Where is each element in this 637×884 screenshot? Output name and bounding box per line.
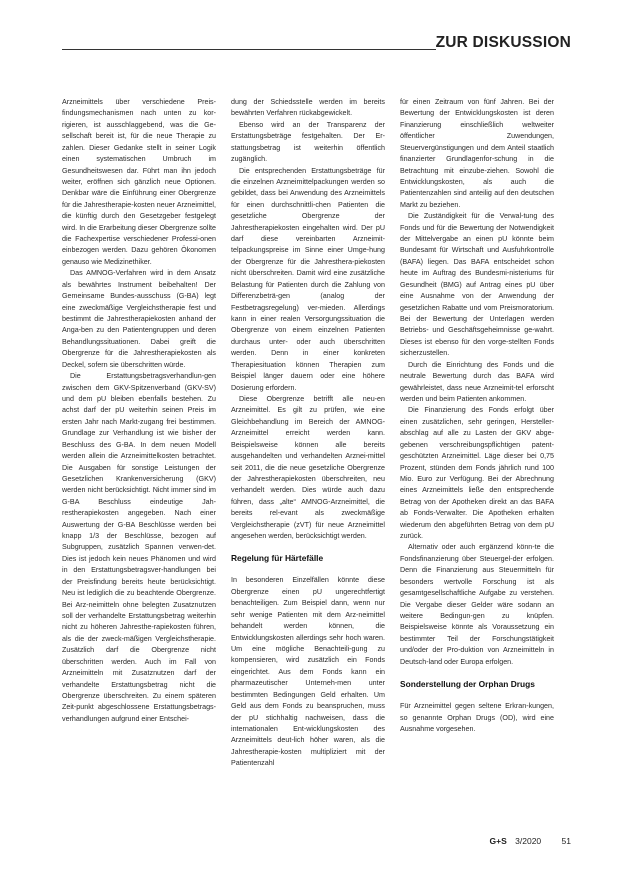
paragraph: Die Zuständigkeit für die Verwal-tung des Fonds und für die Bewertung der Notwendigkeit der Mittelvergabe an einen pU könnte beim Bundesamt für Wirtschaft und Ausfuhrkontrolle (BAFA) liegen. Das BAFA entscheidet schon heute im Auftrag des Bundesmi-nisteriums für Gesundheit (BMG) auf Antrag eines pU über eine Ausnahme von der Anwendung der gesetzlichen Rabatte und vom Preismoratorium. Bei der Bewertung der Unterlagen werden Betriebs- und Geschäftsgeheimnisse ge-wahrt. Dieses ist ebenso für den vorge-stellten Fonds sicherzustellen. — [400, 212, 554, 358]
header-rule — [62, 49, 436, 50]
paragraph: In besonderen Einzelfällen könnte diese Obergrenze einen pU ungerechtfertigt benachteiligen. Zum Beispiel dann, wenn nur sehr wenige Patienten mit dem Arz-neimittel behandelt werden können, die Entwicklungskosten allerdings sehr hoch waren. Um eine mögliche Benachteili-gung zu kompensieren, wird zusätzlich ein Fonds eingerichtet. Aus dem Fonds kann ein pharmazeutischer Unterneh-men unter bestimmten Bedingungen Geld erhalten. Um Geld aus dem Fonds zu beanspruchen, muss der pU stichhaltig nachweisen, dass die internationalen Ent-wicklungskosten des Arzneimittels deut-lich höher waren, als die Jahrestherapie-kosten multipliziert mit der Patientenzahl — [231, 576, 385, 768]
issue-number: 3/2020 — [515, 836, 542, 846]
paragraph: Die entsprechenden Erstattungsbeträge für die einzelnen Arzneimittelpackungen werden so gebildet, dass bei Anwendung des Arzneimittels für einen durchschnittli-chen Patienten die gesetzliche Obergrenze der Jahrestherapiekosten eingehalten wird. Der pU darf diese vereinbarten Arzneimit-telpackungspreise im Sinne einer Umge-hung der Obergrenze für die Jahresthera-piekosten nicht überschreiten. Damit wird eine zusätzliche Belastung für Patienten durch die Zahlung von Differenzbeträ-gen (analog der Festbetragsregelung) ver-mieden. Allerdings kann in einer realen Versorgungssituation die Obergrenze von einem einzelnen Patienten durchaus unter- oder auch überschritten werden. Denn in einer konkreten Therapiesituation können Therapien zum Beispiel länger dauern oder eine höhere Dosierung erfordern. — [231, 166, 385, 392]
paragraph: für einen Zeitraum von fünf Jahren. Bei der Bewertung der Entwicklungskosten ist deren Finanzierung einschließlich weltweiter öffentlicher Zuwendungen, Steuervergünstigungen und dem Anteil staatlich finanzierter Grundlagenfor-schung in die Betrachtung mit einzube-ziehen. Sowohl die Entwicklungskosten, als auch die Patientenzahlen sind anteilig auf den deutschen Markt zu beziehen. — [400, 98, 554, 209]
paragraph: Diese Obergrenze betrifft alle neu-en Arzneimittel. Es gilt zu prüfen, wie eine Gleichbehandlung im Bereich der AMNOG-Arzneimittel erreicht werden kann. Beispielsweise können alle bereits ausgehandelten und verhandelten Arznei-mittel seit 2011, die die neue gesetzliche Obergrenze der Jahrestherapiekosten überschreiten, neu verhandelt werden. Dies würde auch dazu führen, dass „alte“ AMNOG-Arzneimittel, die bereits rel-evant als zweckmäßige Vergleichstherapie (zVT) für neue Arzneimittel angesehen werden, berücksichtigt werden. — [231, 394, 385, 541]
section-heading: Regelung für Härtefälle — [231, 553, 324, 564]
section-label: ZUR DISKUSSION — [435, 34, 571, 51]
paragraph: dung der Schiedsstelle werden im bereits bewährten Verfahren rückabgewickelt. — [231, 98, 385, 118]
paragraph: Das AMNOG-Verfahren wird in dem Ansatz als bewährtes Instrument beibehalten! Der Gemeinsame Bundes-ausschuss (G-BA) legt eine zweckmäßige Vergleichstherapie fest und bestimmt die Jahrestherapiekosten anhand der Anga-ben zu den Patientengruppen und deren Behandlungssituationen. Dabei greift die Obergrenze für die Jahrestherapiekosten als Deckel, sofern sie überschritten würde. — [62, 269, 216, 369]
text-column-1 — [62, 97, 216, 725]
paragraph: Für Arzneimittel gegen seltene Erkran-kungen, so genannte Orphan Drugs (OD), wird eine Ausnahme vorgesehen. — [400, 702, 554, 733]
journal-brand: G+S — [489, 836, 507, 846]
page-footer — [490, 836, 571, 846]
paragraph: Die Erstattungsbetragsverhandlun-gen zwischen dem GKV-Spitzenverband (GKV-SV) und dem pU bleiben ebenfalls bestehen. Zu achst darf der pU weiterhin seinen Preis im ersten Jahr nach Markt-zugang frei bestimmen. Grundlage zur Verhandlung ist wie bisher der Beschluss des G-BA. In dem neuen Modell werden allein die Arzneimittelkosten betrachtet. Die Ausgaben für sonstige Leistungen der Gesetzlichen Krankenversicherung (GKV) werden nicht berücksichtigt. Nicht immer sind im G-BA Beschluss eindeutige Jah-restherapiekosten angegeben. Nach einer Auswertung der G-BA Beschlüsse werden bei knapp 1/3 der Beschlüsse, bezogen auf Subgruppen, zusätzlich Spannen verwen-det. Dies ist jedoch kein neues Phänomen und wird in den Erstattungsbetragsver-handlungen bei der Preisfindung bereits heute berücksichtigt. Neu ist lediglich die zu beachtende Obergrenze. Bei Arz-neimitteln ohne belegten Zusatznutzen soll der verhandelte Erstattungsbetrag weiterhin nicht zu höheren Jahresthe-rapiekosten führen, als die der zweck-mäßigen Vergleichstherapie. Zusätzlich darf die Obergrenze nicht überschritten werden. Auch im Fall von Arzneimitteln mit Zusatznutzen darf der verhandelte Erstattungsbetrag nicht die Obergrenze überschreiten. Zu einem späteren Zeit-punkt abgeschlossene Erstattungsbetrags-verhandlungen aufgrund einer Entschei- — [62, 372, 216, 723]
paragraph: Arzneimittels über verschiedene Preis-findungsmechanismen nach unten zu kor-rigieren, ist ausschlaggebend, was die Ge-sellschaft bereit ist, für die neue Therapie zu zahlen. Dieser Gedanke stellt in seiner Logik einen systematischen Umbruch im Gesundheitswesen dar. Führt man ihn jedoch weiter, eröffnen sich gänzlich neue Optionen. Denkbar wäre die Einführung einer Obergrenze für die Jahrestherapie-kosten neuer Arzneimittel, die künftig durch den Gesetzgeber festgelegt wird. In die Erarbeitung dieser Obergrenze sollte die Fachexpertise verschiedener Professi-onen einbezogen werden. Dazu gehören Ökonomen genauso wie Medizinethiker. — [62, 98, 216, 266]
paragraph: Die Finanzierung des Fonds erfolgt über einen zusätzlichen, sehr geringen, Hersteller-abschlag auf alle zu Lasten der GKV abge-gebenen verschreibungspflichtigen patent-geschützten Arzneimittel. Läge dieser bei 0,75 Prozent, stünden dem Fonds jährlich rund 100 Mio. Euro zur Verfügung. Bei der Abrechnung eines Arzneimittels ließe den entsprechende Betrag von der Apotheken direkt an das BAFA ab Fonds-Verwalter. Die Apotheken erhalten wiederum den abgeführten Betrag von dem pU zurück. — [400, 406, 554, 541]
text-column-3 — [400, 97, 554, 735]
text-column-2 — [231, 97, 385, 770]
paragraph: Ebenso wird an der Transparenz der Erstattungsbeträge festgehalten. Der Er-stattungsbetrag ist weiterhin öffentlich zugänglich. — [231, 120, 385, 164]
paragraph: Durch die Einrichtung des Fonds und die neutrale Bewertung durch das BAFA wird gewährleistet, dass neue Arzneimit-tel erforscht werden und beim Patienten ankommen. — [400, 360, 554, 403]
page-number: 51 — [561, 836, 571, 846]
paragraph: Alternativ oder auch ergänzend könn-te die Fondsfinanzierung über Steuergel-der erfolgen. Denn die Finanzierung aus Steuermitteln für besonders wertvolle Forschung ist als gesamtgesellschaftliche Aufgabe zu verstehen. Die Vergabe dieser Gelder wäre sodann an weitere Bedingun-gen zu knüpfen. Beispielsweise könnte als Voraussetzung ein bestimmter Teil der Forschungstätigkeit und/oder der Pro-duktion von Arzneimitteln in Deutsch-land oder Europa erfolgen. — [400, 543, 554, 666]
section-heading: Sonderstellung der Orphan Drugs — [400, 679, 535, 690]
